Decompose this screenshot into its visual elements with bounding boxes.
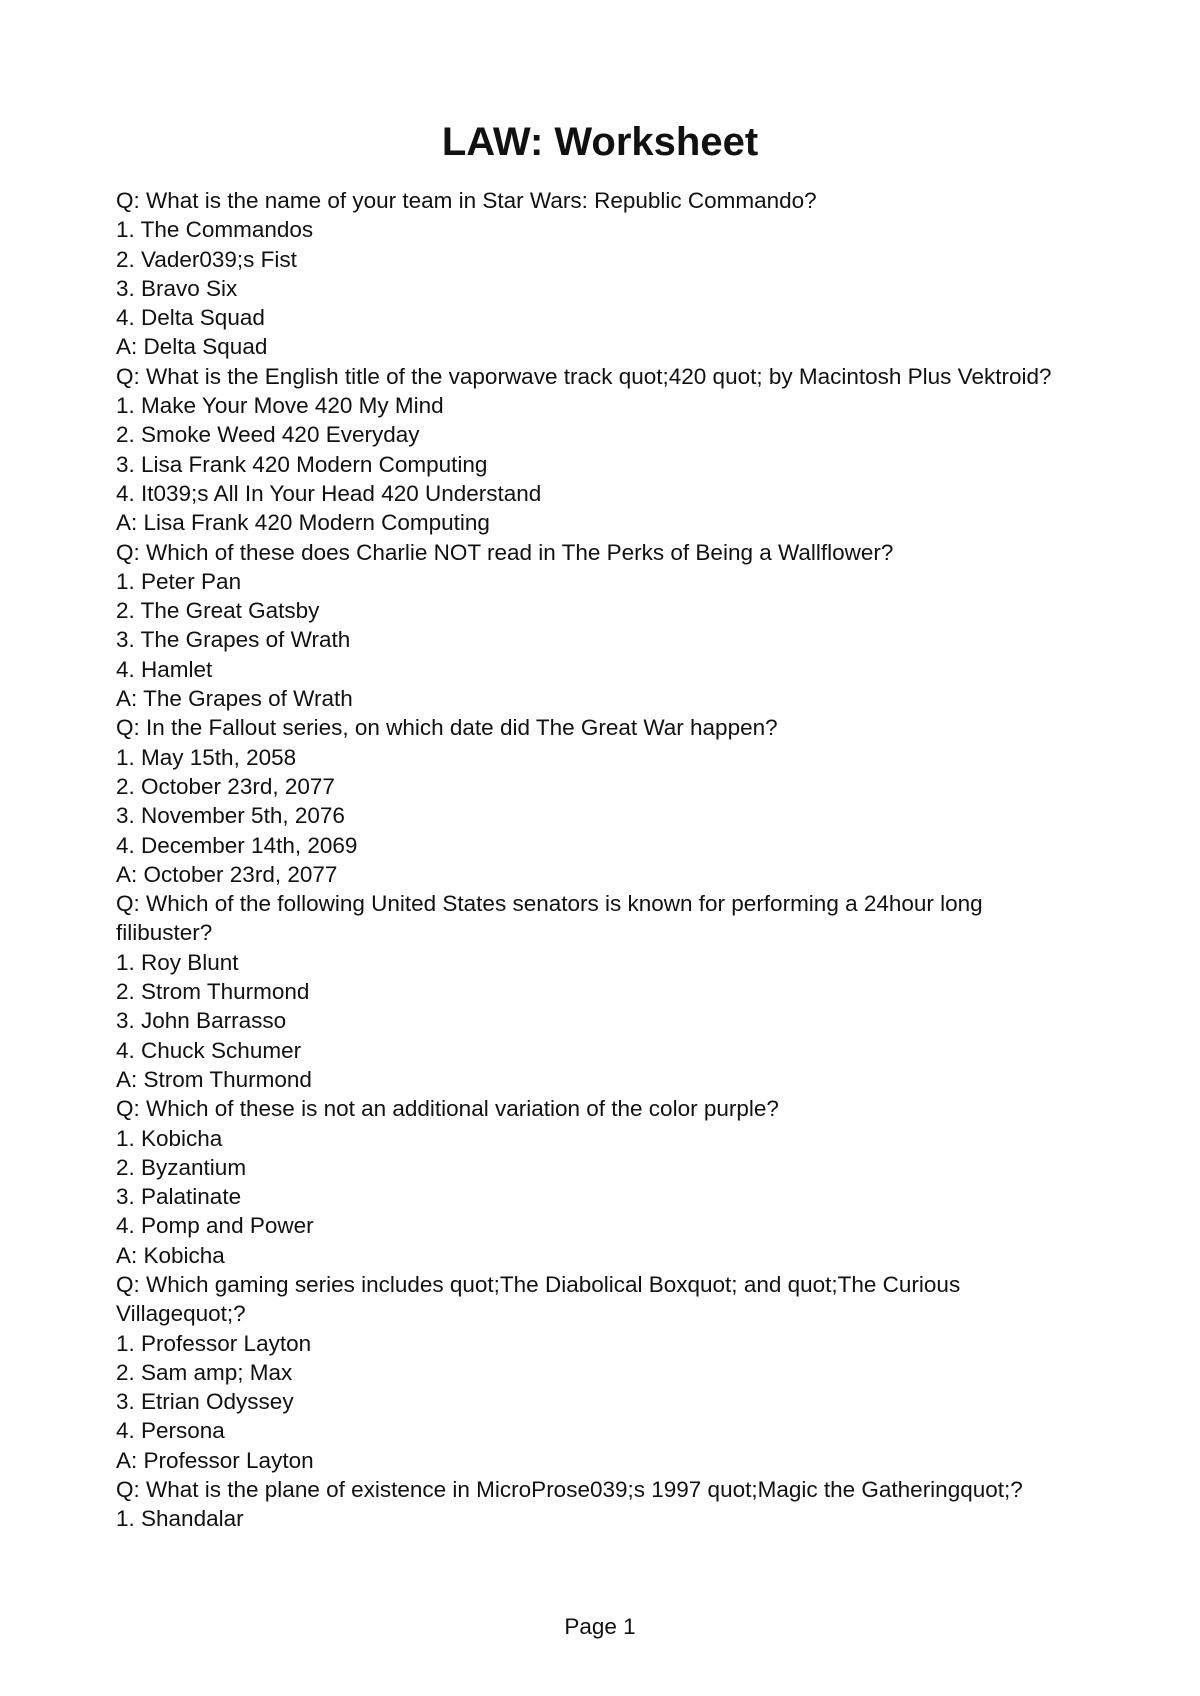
answer-option: 4. Pomp and Power bbox=[116, 1213, 314, 1239]
correct-answer: A: Strom Thurmond bbox=[116, 1066, 312, 1092]
answer-option: 3. Bravo Six bbox=[116, 275, 238, 301]
answer-option: 3. Lisa Frank 420 Modern Computing bbox=[116, 451, 488, 477]
question-text: Q: What is the plane of existence in MicroProse039;s 1997 quot;Magic the Gatheringquot;? bbox=[116, 1477, 1023, 1503]
answer-option: 4. Delta Squad bbox=[116, 305, 265, 331]
answer-option: 2. The Great Gatsby bbox=[116, 598, 320, 624]
answer-option: 2. Strom Thurmond bbox=[116, 979, 310, 1005]
question-text: Q: Which of the following United States senators is known for performing a 24hour long filibuster? bbox=[116, 891, 983, 946]
answer-option: 2. October 23rd, 2077 bbox=[116, 773, 335, 799]
answer-option: 3. November 5th, 2076 bbox=[116, 803, 345, 829]
question-text: Q: In the Fallout series, on which date did The Great War happen? bbox=[116, 715, 778, 741]
answer-option: 1. Make Your Move 420 My Mind bbox=[116, 393, 444, 419]
page-title: LAW: Worksheet bbox=[441, 120, 759, 164]
answer-option: 4. December 14th, 2069 bbox=[116, 832, 358, 858]
question-text: Q: Which gaming series includes quot;The Diabolical Boxquot; and quot;The Curious Villagequot;? bbox=[116, 1271, 961, 1327]
answer-option: 1. Kobicha bbox=[116, 1125, 223, 1151]
answer-option: 2. Smoke Weed 420 Everyday bbox=[116, 422, 420, 448]
correct-answer: A: Professor Layton bbox=[116, 1447, 314, 1473]
answer-option: 3. Etrian Odyssey bbox=[116, 1389, 294, 1415]
answer-option: 4. It039;s All In Your Head 420 Understand bbox=[116, 480, 542, 506]
answer-option: 2. Vader039;s Fist bbox=[116, 246, 297, 272]
answer-option: 3. Palatinate bbox=[116, 1184, 242, 1210]
correct-answer: A: Lisa Frank 420 Modern Computing bbox=[116, 510, 490, 536]
answer-option: 1. May 15th, 2058 bbox=[116, 744, 297, 770]
correct-answer: A: The Grapes of Wrath bbox=[116, 686, 353, 712]
answer-option: 3. John Barrasso bbox=[116, 1008, 287, 1034]
answer-option: 3. The Grapes of Wrath bbox=[116, 627, 351, 653]
page-number: Page 1 bbox=[564, 1614, 636, 1639]
correct-answer: A: Kobicha bbox=[116, 1242, 225, 1268]
correct-answer: A: Delta Squad bbox=[116, 334, 268, 360]
answer-option: 1. Shandalar bbox=[116, 1506, 244, 1532]
answer-option: 1. The Commandos bbox=[116, 217, 314, 243]
answer-option: 1. Roy Blunt bbox=[116, 949, 239, 975]
worksheet-body bbox=[116, 186, 1076, 1534]
answer-option: 2. Sam amp; Max bbox=[116, 1359, 293, 1385]
answer-option: 1. Peter Pan bbox=[116, 568, 242, 594]
question-text: Q: What is the English title of the vaporwave track quot;420 quot; by Macintosh Plus Vektroid? bbox=[116, 363, 1052, 389]
answer-option: 2. Byzantium bbox=[116, 1154, 247, 1180]
question-text: Q: Which of these does Charlie NOT read in The Perks of Being a Wallflower? bbox=[116, 539, 894, 565]
answer-option: 4. Chuck Schumer bbox=[116, 1037, 302, 1063]
question-text: Q: Which of these is not an additional variation of the color purple? bbox=[116, 1096, 779, 1122]
answer-option: 4. Hamlet bbox=[116, 656, 213, 682]
answer-option: 4. Persona bbox=[116, 1418, 225, 1444]
question-text: Q: What is the name of your team in Star Wars: Republic Commando? bbox=[116, 188, 817, 213]
correct-answer: A: October 23rd, 2077 bbox=[116, 861, 338, 887]
answer-option: 1. Professor Layton bbox=[116, 1330, 312, 1356]
